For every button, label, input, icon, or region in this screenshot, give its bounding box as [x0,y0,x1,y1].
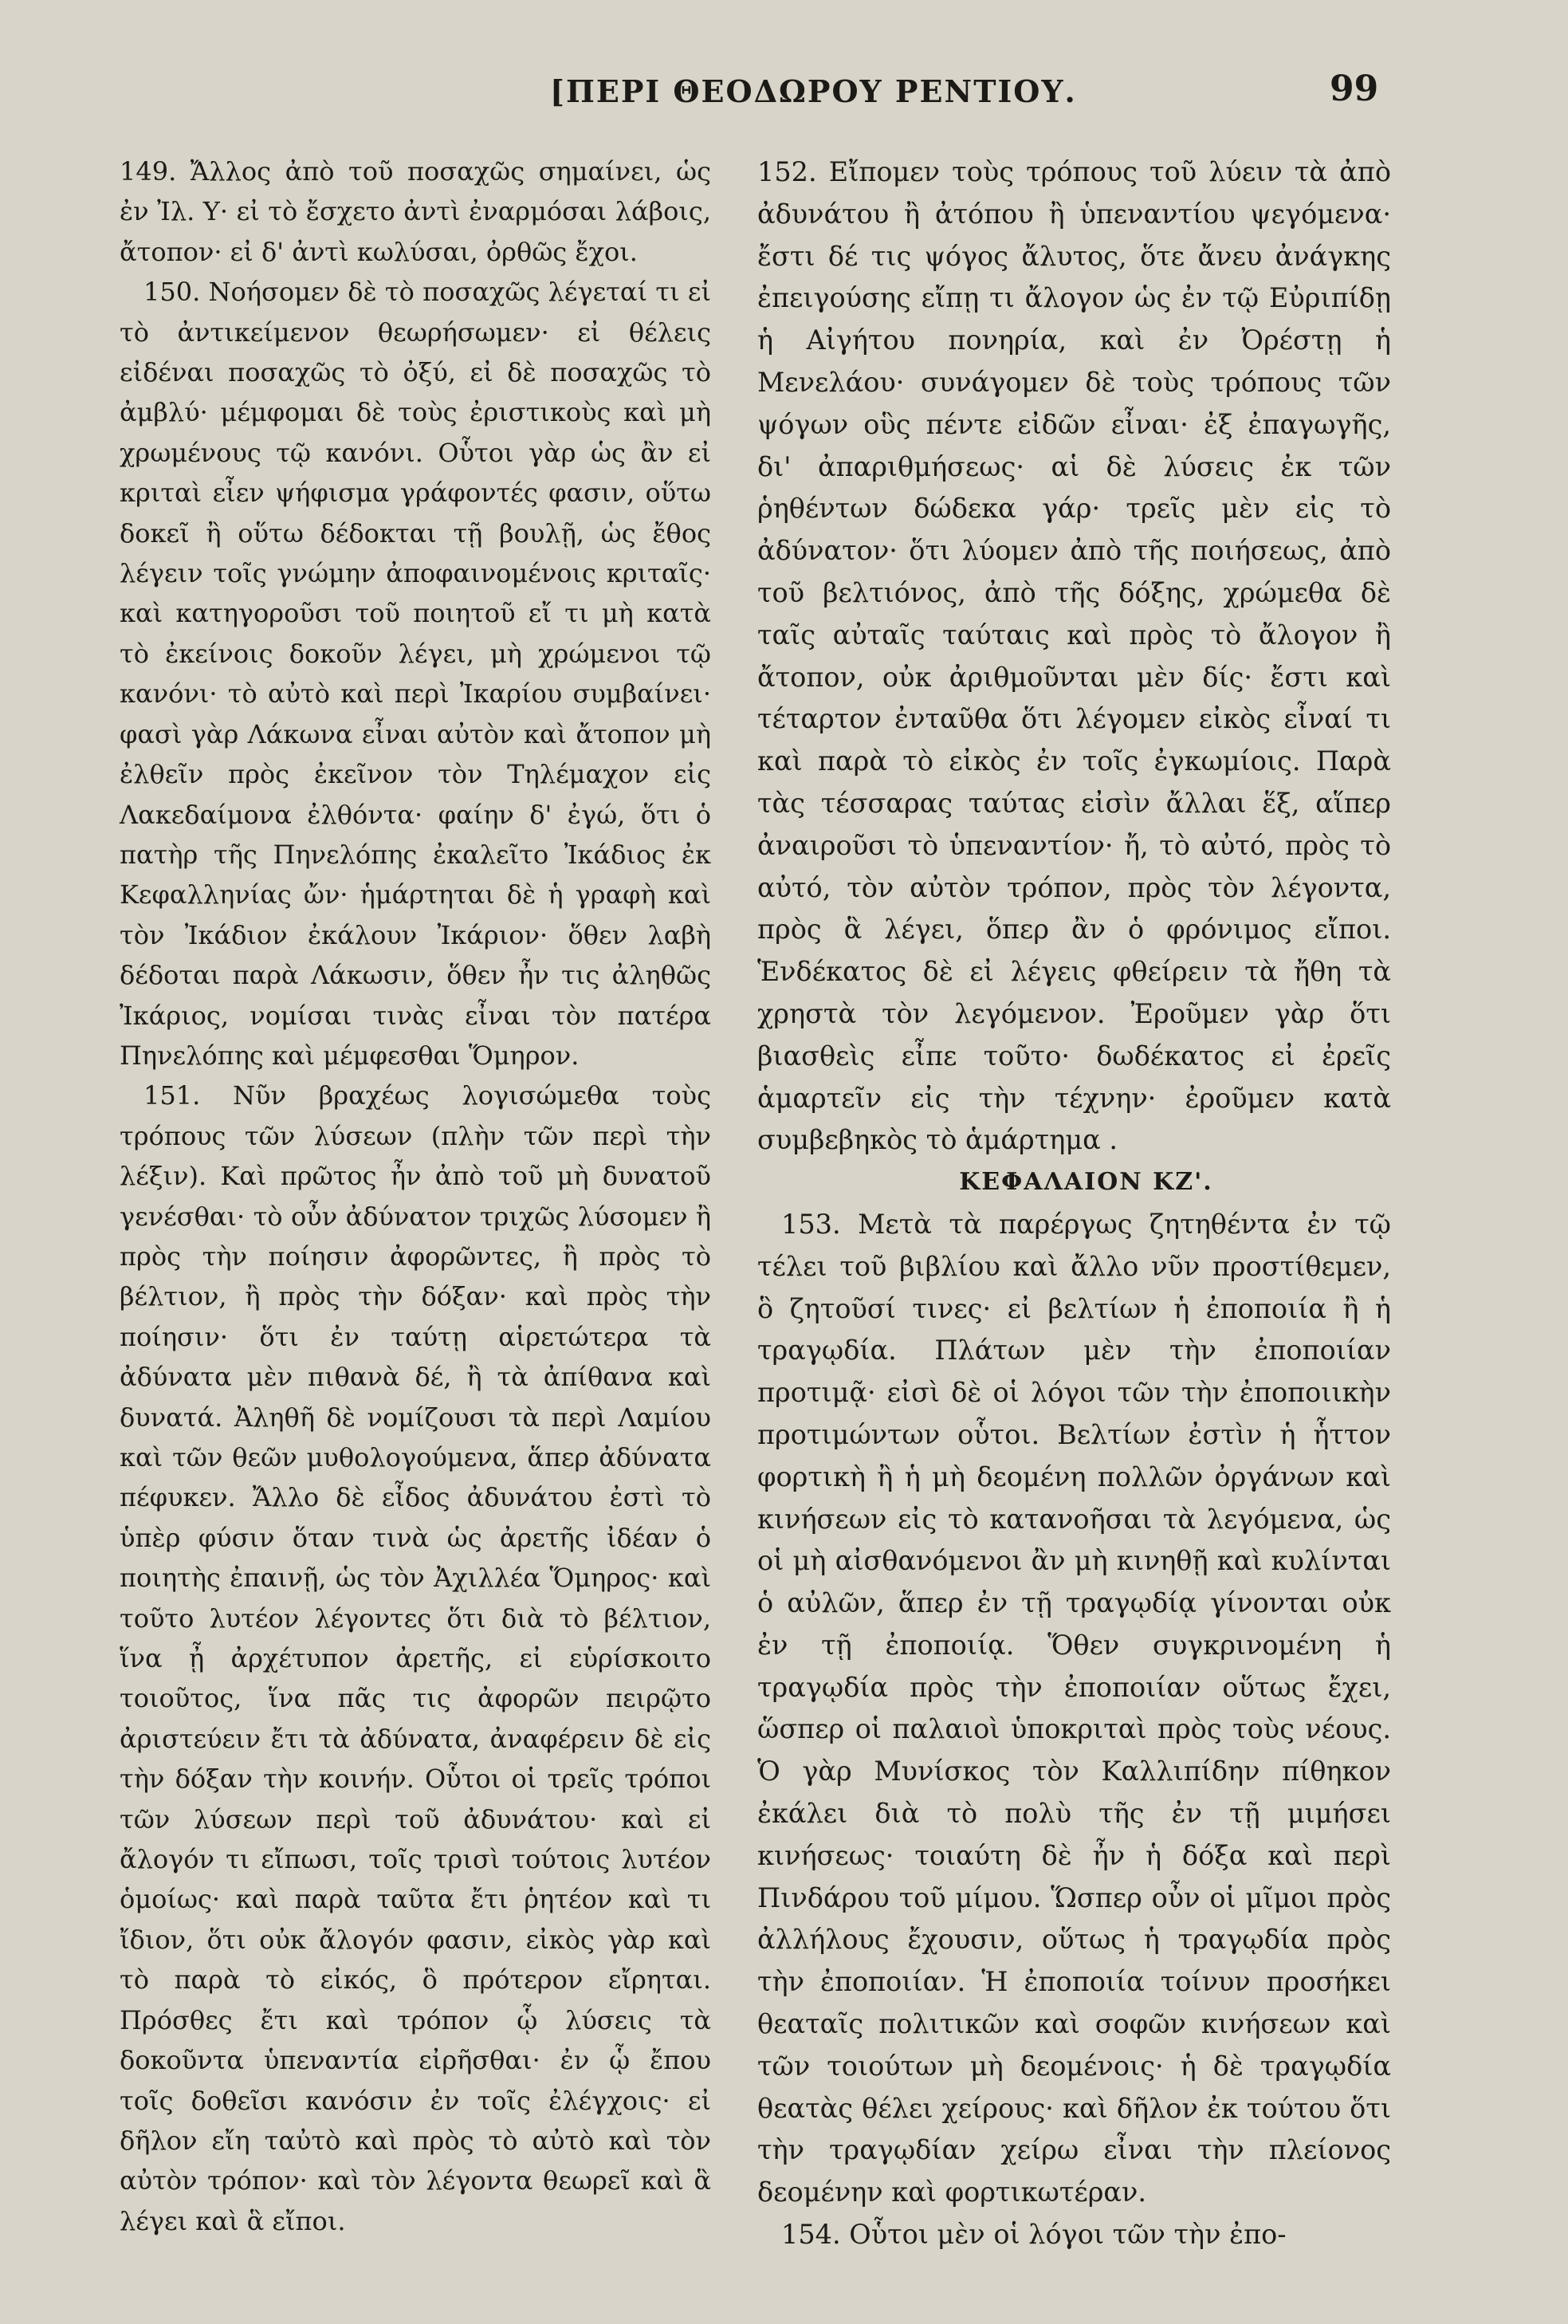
paragraph-150: 150. Νοήσομεν δὲ τὸ ποσαχῶς λέγεταί τι εἰ τὸ ἀντικείμενον θεωρήσωμεν· εἰ θέλεις εἰδέναι ποσαχῶς τὸ ὀξύ, εἰ δὲ ποσαχῶς τὸ ἀμβλύ· μέμφομαι δὲ τοὺς ἐριστικοὺς καὶ μὴ χρωμένους τῷ κανόνι. Οὗτοι γὰρ ὡς ἂν εἰ κριταὶ εἶεν ψήφισμα γράφοντές φασιν, οὕτω δοκεῖ ἢ οὕτω δέδοκται τῇ βουλῇ, ὡς ἔθος λέγειν τοῖς γνώμην ἀποφαινομένοις κριταῖς· καὶ κατηγοροῦσι τοῦ ποιητοῦ εἴ τι μὴ κατὰ τὸ ἐκείνοις δοκοῦν λέγει, μὴ χρώμενοι τῷ κανόνι· τὸ αὐτὸ καὶ περὶ Ἰκαρίου συμβαίνει· φασὶ γὰρ Λάκωνα εἶναι αὐτὸν καὶ ἄτοπον μὴ ἐλθεῖν πρὸς ἐκεῖνον τὸν Τηλέμαχον εἰς Λακεδαίμονα ἐλθόντα· φαίην δ' ἐγώ, ὅτι ὁ πατὴρ τῆς Πηνελόπης ἐκαλεῖτο Ἰκάδιος ἐκ Κεφαλληνίας ὤν· ἡμάρτηται δὲ ἡ γραφὴ καὶ τὸν Ἰκάδιον ἐκάλουν Ἰκάριον· ὅθεν λαβὴ δέδοται παρὰ Λάκωσιν, ὅθεν ἦν τις ἀληθῶς Ἰκάριος, νομίσαι τινὰς εἶναι τὸν πατέρα Πηνελόπης καὶ μέμφεσθαι Ὅμηρον. [120,277,711,1071]
left-column [120,151,711,2241]
paragraph-151: 151. Νῦν βραχέως λογισώμεθα τοὺς τρόπους τῶν λύσεων (πλὴν τῶν περὶ τὴν λέξιν). Καὶ πρῶτος ἦν ἀπὸ τοῦ μὴ δυνατοῦ γενέσθαι· τὸ οὖν ἀδύνατον τριχῶς λύσομεν ἢ πρὸς τὴν ποίησιν ἀφορῶντες, ἢ πρὸς τὸ βέλτιον, ἢ πρὸς τὴν δόξαν· καὶ πρὸς τὴν ποίησιν· ὅτι ἐν ταύτῃ αἱρετώτερα τὰ ἀδύνατα μὲν πιθανὰ δέ, ἢ τὰ ἀπίθανα καὶ δυνατά. Ἀληθῆ δὲ νομίζουσι τὰ περὶ Λαμίου καὶ τῶν θεῶν μυθολογούμενα, ἅπερ ἀδύνατα πέφυκεν. Ἄλλο δὲ εἶδος ἀδυνάτου ἐστὶ τὸ ὑπὲρ φύσιν ὅταν τινὰ ὡς ἀρετῆς ἰδέαν ὁ ποιητὴς ἐπαινῇ, ὡς τὸν Ἀχιλλέα Ὅμηρος· καὶ τοῦτο λυτέον λέγοντες ὅτι διὰ τὸ βέλτιον, ἵνα ᾖ ἀρχέτυπον ἀρετῆς, εἰ εὑρίσκοιτο τοιοῦτος, ἵνα πᾶς τις ἀφορῶν πειρῷτο ἀριστεύειν ἔτι τὰ ἀδύνατα, ἀναφέρειν δὲ εἰς τὴν δόξαν τὴν κοινήν. Οὗτοι οἱ τρεῖς τρόποι τῶν λύσεων περὶ τοῦ ἀδυνάτου· καὶ εἰ ἄλογόν τι εἴπωσι, τοῖς τρισὶ τούτοις λυτέον ὁμοίως· καὶ παρὰ ταῦτα ἔτι ῥητέον καὶ τι ἴδιον, ὅτι οὐκ ἄλογόν φασιν, εἰκὸς γὰρ καὶ τὸ παρὰ τὸ εἰκός, ὃ πρότερον εἴρηται. Πρόσθες ἔτι καὶ τρόπον ᾧ λύσεις τὰ δοκοῦντα ὑπεναντία εἰρῆσθαι· ἐν ᾧ ἔπου τοῖς δοθεῖσι κανόσιν ἐν τοῖς ἐλέγχοις· εἰ δῆλον εἴη ταὐτὸ καὶ πρὸς τὸ αὐτὸ καὶ τὸν αὐτὸν τρόπον· καὶ τὸν λέγοντα θεωρεῖ καὶ ἃ λέγει καὶ ἃ εἴποι. [120,1080,711,2236]
page-header [0,65,1568,121]
running-title: [ΠΕΡΙ ΘΕΟΔΩΡΟΥ ΡΕΝΤΙΟΥ. [550,73,1077,109]
page-number: 99 [1330,69,1379,109]
paragraph-154: 154. Οὗτοι μὲν οἱ λόγοι τῶν τὴν ἐπο- [781,2219,1287,2251]
paragraph-152: 152. Εἴπομεν τοὺς τρόπους τοῦ λύειν τὰ ἀπὸ ἀδυνάτου ἢ ἀτόπου ἢ ὑπεναντίου ψεγόμενα· ἔστι δέ τις ψόγος ἄλυτος, ὅτε ἄνευ ἀνάγκης ἐπειγούσης εἴπῃ τι ἄλογον ὡς ἐν τῷ Εὐριπίδῃ ἡ Αἰγήτου πονηρία, καὶ ἐν Ὀρέστῃ ἡ Μενελάου· συνάγομεν δὲ τοὺς τρόπους τῶν ψόγων οὓς πέντε εἰδῶν εἶναι· ἐξ ἐπαγωγῆς, δι' ἀπαριθμήσεως· αἱ δὲ λύσεις ἐκ τῶν ῥηθέντων δώδεκα γάρ· τρεῖς μὲν εἰς τὸ ἀδύνατον· ὅτι λύομεν ἀπὸ τῆς ποιήσεως, ἀπὸ τοῦ βελτιόνος, ἀπὸ τῆς δόξης, χρώμεθα δὲ ταῖς αὐταῖς ταύταις καὶ πρὸς τὸ ἄλογον ἢ ἄτοπον, οὐκ ἀριθμοῦνται μὲν δίς· ἔστι καὶ τέταρτον ἐνταῦθα ὅτι λέγομεν εἰκὸς εἶναί τι καὶ παρὰ τὸ εἰκὸς ἐν τοῖς ἐγκωμίοις. Παρὰ τὰς τέσσαρας ταύτας εἰσὶν ἄλλαι ἕξ, αἵπερ ἀναιροῦσι τὸ ὑπεναντίον· ἤ, τὸ αὐτό, πρὸς τὸ αὐτό, τὸν αὐτὸν τρόπον, πρὸς τὸν λέγοντα, πρὸς ἃ λέγει, ὅπερ ἂν ὁ φρόνιμος εἴποι. Ἑνδέκατος δὲ εἰ λέγεις φθείρειν τὰ ἤθη τὰ χρηστὰ τὸν λεγόμενον. Ἐροῦμεν γὰρ ὅτι βιασθεὶς εἶπε τοῦτο· δωδέκατος εἰ ἐρεῖς ἁμαρτεῖν εἰς τὴν τέχνην· ἐροῦμεν κατὰ συμβεβηκὸς τὸ ἁμάρτημα . [757,156,1391,1156]
chapter-heading: ΚΕΦΑΛΑΙΟΝ ΚΖ'. [959,1168,1213,1197]
right-column [757,151,1391,2256]
paragraph-153: 153. Μετὰ τὰ παρέργως ζητηθέντα ἐν τῷ τέλει τοῦ βιβλίου καὶ ἄλλο νῦν προστίθεμεν, ὃ ζητοῦσί τινες· εἰ βελτίων ἡ ἐποποιία ἢ ἡ τραγῳδία. Πλάτων μὲν τὴν ἐποποιίαν προτιμᾷ· εἰσὶ δὲ οἱ λόγοι τῶν τὴν ἐποποιικὴν προτιμώντων οὗτοι. Βελτίων ἐστὶν ἡ ἧττον φορτικὴ ἢ ἡ μὴ δεομένη πολλῶν ὀργάνων καὶ κινήσεων εἰς τὸ κατανοῆσαι τὰ λεγόμενα, ὡς οἱ μὴ αἰσθανόμενοι ἂν μὴ κινηθῇ καὶ κυλίνται ὁ αὐλῶν, ἅπερ ἐν τῇ τραγῳδίᾳ γίνονται οὐκ ἐν τῇ ἐποποιίᾳ. Ὅθεν συγκρινομένη ἡ τραγῳδία πρὸς τὴν ἐποποιίαν οὕτως ἔχει, ὥσπερ οἱ παλαιοὶ ὑποκριταὶ πρὸς τοὺς νέους. Ὁ γὰρ Μυνίσκος τὸν Καλλιπίδην πίθηκον ἐκάλει διὰ τὸ πολὺ τῆς ἐν τῇ μιμήσει κινήσεως· τοιαύτη δὲ ἦν ἡ δόξα καὶ περὶ Πινδάρου τοῦ μίμου. Ὥσπερ οὖν οἱ μῖμοι πρὸς ἀλλήλους ἔχουσιν, οὕτως ἡ τραγῳδία πρὸς τὴν ἐποποιίαν. Ἡ ἐποποιία τοίνυν προσήκει θεαταῖς πολιτικῶν καὶ σοφῶν κινήσεων καὶ τῶν τοιούτων μὴ δεομένοις· ἡ δὲ τραγῳδία θεατὰς θέλει χείρους· καὶ δῆλον ἐκ τούτου ὅτι τὴν τραγῳδίαν χείρω εἶναι τὴν πλείονος δεομένην καὶ φορτικωτέραν. [757,1208,1391,2208]
paragraph-149: 149. Ἄλλος ἀπὸ τοῦ ποσαχῶς σημαίνει, ὡς ἐν Ἰλ. Υ· εἰ τὸ ἔσχετο ἀντὶ ἐναρμόσαι λάβοις, ἄτοπον· εἰ δ' ἀντὶ κωλύσαι, ὀρθῶς ἔχοι. [120,156,711,267]
